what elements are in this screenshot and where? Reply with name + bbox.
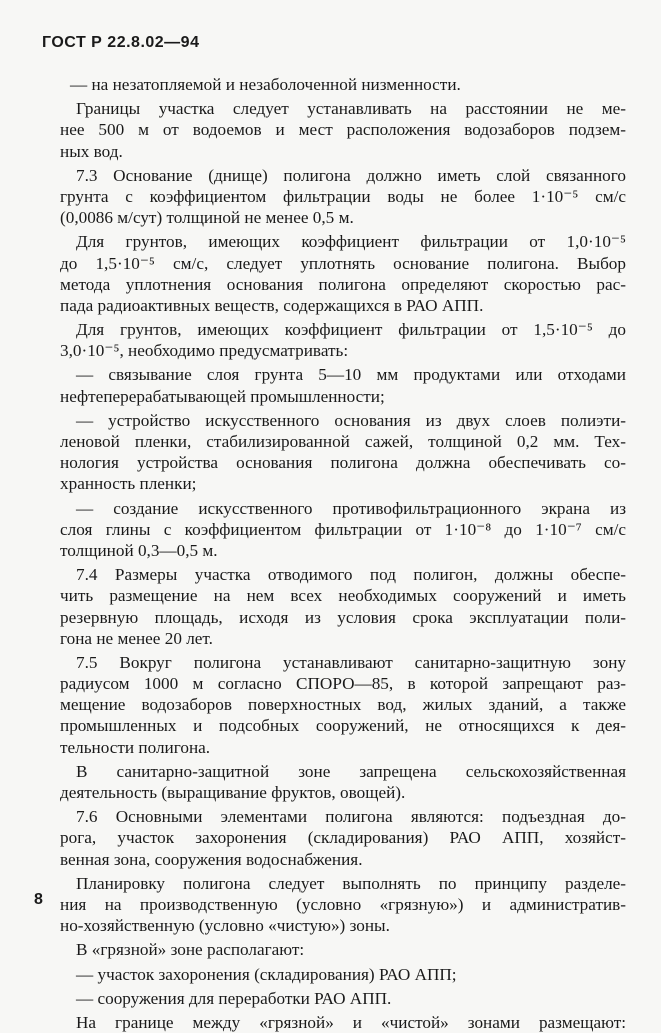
text-line: Границы участка следует устанавливать на расстоянии не ме- [76,99,626,119]
text-line: — устройство искусственного основания из двух слоев полиэти- [76,410,626,430]
text-line: до 1,5·10⁻⁵ см/с, следует уплотнять основание полигона. Выбор [60,253,626,273]
text-line: нефтеперерабатывающей промышленности; [60,386,385,406]
text-line: 7.5 Вокруг полигона устанавливают санитарно-защитную зону [76,652,626,672]
text-line: деятельность (выращивание фруктов, овощей). [60,783,406,802]
text-line: радиусом 1000 м согласно СПОРО—85, в которой запрещают раз- [60,674,626,694]
text-line: чить размещение на нем всех необходимых сооружений и иметь [60,586,626,606]
text-line: — связывание слоя грунта 5—10 мм продуктами или отходами [76,365,626,385]
text-line: но-хозяйственную (условно «чистую») зоны. [60,916,390,936]
text-line: Для грунтов, имеющих коэффициент фильтрации от 1,5·10⁻⁵ до [76,320,626,340]
text-line: — сооружения для переработки РАО АПП. [76,988,392,1008]
text-line: тельности полигона. [60,737,211,757]
body-text [60,74,626,1033]
text-line: 7.3 Основание (днище) полигона должно иметь слой связанного [76,165,626,185]
text-line: нее 500 м от водоемов и мест расположения водозаборов подзем- [60,120,626,140]
text-line: нология устройства основания полигона должна обеспечивать со- [60,453,626,473]
text-line: хранность пленки; [60,474,197,494]
text-line: — участок захоронения (складирования) РАО АПП; [76,964,457,984]
text-line: 7.6 Основными элементами полигона являются: подъездная до- [76,807,626,827]
text-line: рога, участок захоронения (складирования) РАО АПП, хозяйст- [60,828,626,848]
text-line: метода уплотнения основания полигона определяют скоростью рас- [60,274,626,294]
text-line: В санитарно-защитной зоне запрещена сельскохозяйственная [76,761,626,781]
text-line: 7.4 Размеры участка отводимого под полигон, должны обеспе- [76,565,626,585]
text-line: гона не менее 20 лет. [60,628,213,648]
text-line: резервную площадь, исходя из условия срока эксплуатации поли- [60,607,626,627]
text-line: На границе между «грязной» и «чистой» зонами размещают: [76,1012,626,1032]
text-line: В «грязной» зоне располагают: [76,940,305,960]
text-line: промышленных и подсобных сооружений, не относящихся к дея- [60,716,626,736]
text-line: толщиной 0,3—0,5 м. [60,540,218,560]
page-number: 8 [34,891,43,908]
text-line: Для грунтов, имеющих коэффициент фильтрации от 1,0·10⁻⁵ [76,232,626,252]
text-line: ных вод. [60,141,123,161]
text-line: (0,0086 м/сут) толщиной не менее 0,5 м. [60,208,354,228]
text-line: слоя глины с коэффициентом фильтрации от 1·10⁻⁸ до 1·10⁻⁷ см/с [60,519,626,539]
text-line: — создание искусственного противофильтрационного экрана из [76,498,626,518]
text-line: пада радиоактивных веществ, содержащихся в РАО АПП. [60,295,484,315]
text-line: ния на производственную (условно «грязную») и административ- [60,894,626,914]
document-header: ГОСТ Р 22.8.02—94 [42,34,200,51]
text-line: грунта с коэффициентом фильтрации воды не более 1·10⁻⁵ см/с [60,186,626,206]
text-line: мещение водозаборов поверхностных вод, жилых зданий, а также [60,695,626,715]
text-line: Планировку полигона следует выполнять по принципу разделе- [76,873,626,893]
text-line: 3,0·10⁻⁵, необходимо предусматривать: [60,341,349,361]
text-line: венная зона, сооружения водоснабжения. [60,849,363,869]
text-line: леновой пленки, стабилизированной сажей, толщиной 0,2 мм. Тех- [60,432,626,451]
text-line: — на незатопляемой и незаболоченной низменности. [70,75,461,94]
